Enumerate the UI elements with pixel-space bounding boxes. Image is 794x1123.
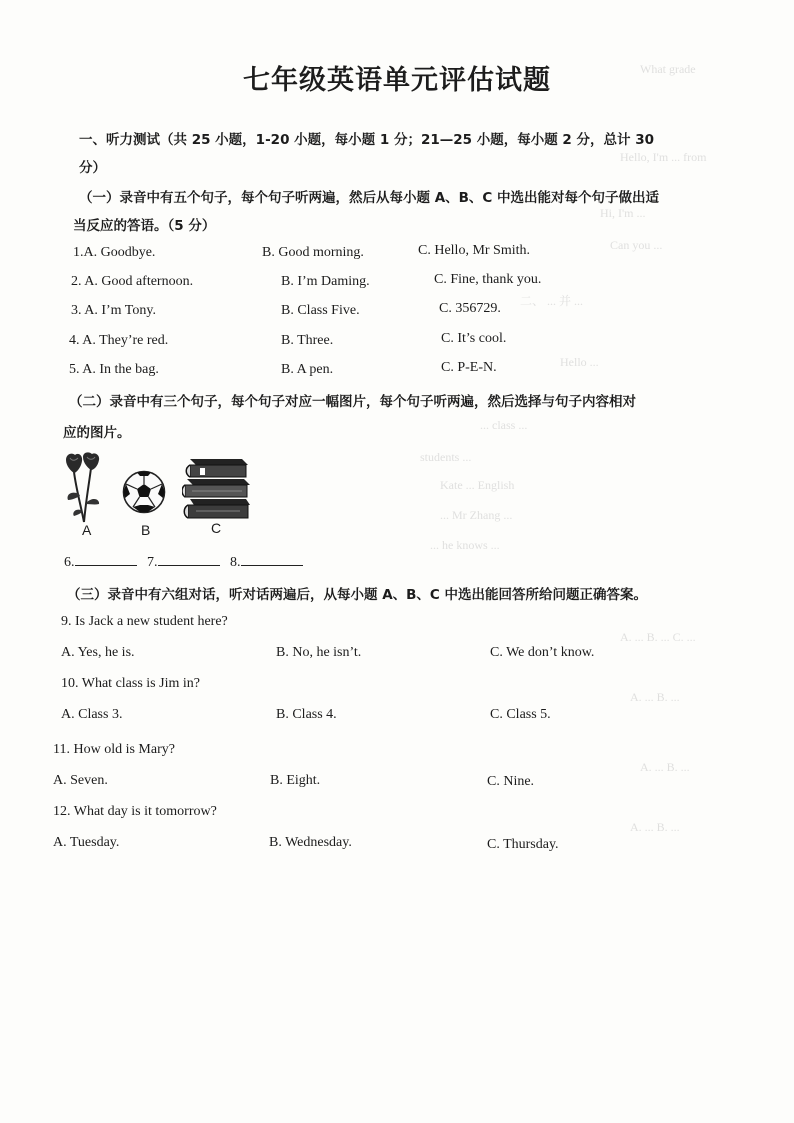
books-icon bbox=[182, 455, 252, 521]
q3-option-a: 3. A. I’m Tony. bbox=[71, 303, 156, 318]
q1-option-c: C. Hello, Mr Smith. bbox=[418, 243, 531, 258]
q4-option-b: B. Three. bbox=[281, 333, 334, 348]
q9-question: 9. Is Jack a new student here? bbox=[61, 614, 228, 629]
picture-label-c: C bbox=[211, 520, 222, 536]
q2-option-b: B. I’m Daming. bbox=[281, 274, 370, 289]
q9-option-c: C. We don’t know. bbox=[490, 645, 595, 660]
q10-option-a: A. Class 3. bbox=[61, 707, 123, 722]
section2-instruction-line2: 应的图片。 bbox=[63, 425, 131, 441]
section1-instruction-line1: （一）录音中有五个句子，每个句子听两遍，然后从每小题 A、B、C 中选出能对每个句子做出适 bbox=[79, 190, 660, 206]
blank-line[interactable] bbox=[241, 553, 303, 566]
q5-option-a: 5. A. In the bag. bbox=[69, 362, 159, 377]
roses-icon bbox=[62, 452, 104, 524]
section2-instruction-line1: （二）录音中有三个句子，每个句子对应一幅图片，每个句子听两遍，然后选择与句子内容相对 bbox=[69, 394, 636, 410]
q2-option-a: 2. A. Good afternoon. bbox=[71, 274, 194, 289]
blank-line[interactable] bbox=[158, 553, 220, 566]
blank-number: 7. bbox=[147, 555, 158, 570]
answer-blank-7[interactable] bbox=[147, 553, 220, 571]
q11-option-c: C. Nine. bbox=[487, 774, 535, 789]
q12-option-b: B. Wednesday. bbox=[269, 835, 352, 850]
part1-heading-line2: 分） bbox=[79, 160, 106, 176]
part1-heading-line1: 一、听力测试（共 25 小题，1-20 小题，每小题 1 分；21—25 小题，每小题 2 分，总计 30 bbox=[79, 132, 655, 148]
q11-question: 11. How old is Mary? bbox=[53, 742, 175, 757]
q2-option-c: C. Fine, thank you. bbox=[434, 272, 542, 287]
q10-option-b: B. Class 4. bbox=[276, 707, 337, 722]
blank-number: 8. bbox=[230, 555, 241, 570]
exam-title: 七年级英语单元评估试题 bbox=[243, 65, 551, 96]
q5-option-c: C. P-E-N. bbox=[441, 360, 497, 375]
q9-option-a: A. Yes, he is. bbox=[61, 645, 135, 660]
q1-option-b: B. Good morning. bbox=[262, 245, 364, 260]
q3-option-b: B. Class Five. bbox=[281, 303, 360, 318]
q1-option-a: 1.A. Goodbye. bbox=[73, 245, 156, 260]
blank-line[interactable] bbox=[75, 553, 137, 566]
q12-option-c: C. Thursday. bbox=[487, 837, 559, 852]
q4-option-a: 4. A. They’re red. bbox=[69, 333, 169, 348]
soccer-ball-icon bbox=[122, 470, 166, 514]
answer-blank-6[interactable] bbox=[64, 553, 137, 571]
picture-label-a: A bbox=[82, 522, 92, 538]
picture-label-b: B bbox=[141, 522, 151, 538]
section3-instruction: （三）录音中有六组对话，听对话两遍后，从每小题 A、B、C 中选出能回答所给问题正确答案。 bbox=[67, 587, 648, 603]
q9-option-b: B. No, he isn’t. bbox=[276, 645, 362, 660]
q4-option-c: C. It’s cool. bbox=[441, 331, 507, 346]
q11-option-b: B. Eight. bbox=[270, 773, 321, 788]
q12-question: 12. What day is it tomorrow? bbox=[53, 804, 217, 819]
q10-option-c: C. Class 5. bbox=[490, 707, 551, 722]
q10-question: 10. What class is Jim in? bbox=[61, 676, 200, 691]
q3-option-c: C. 356729. bbox=[439, 301, 501, 316]
q5-option-b: B. A pen. bbox=[281, 362, 334, 377]
answer-blank-8[interactable] bbox=[230, 553, 303, 571]
section1-instruction-line2: 当反应的答语。（5 分） bbox=[73, 218, 216, 234]
q11-option-a: A. Seven. bbox=[53, 773, 108, 788]
q12-option-a: A. Tuesday. bbox=[53, 835, 120, 850]
blank-number: 6. bbox=[64, 555, 75, 570]
